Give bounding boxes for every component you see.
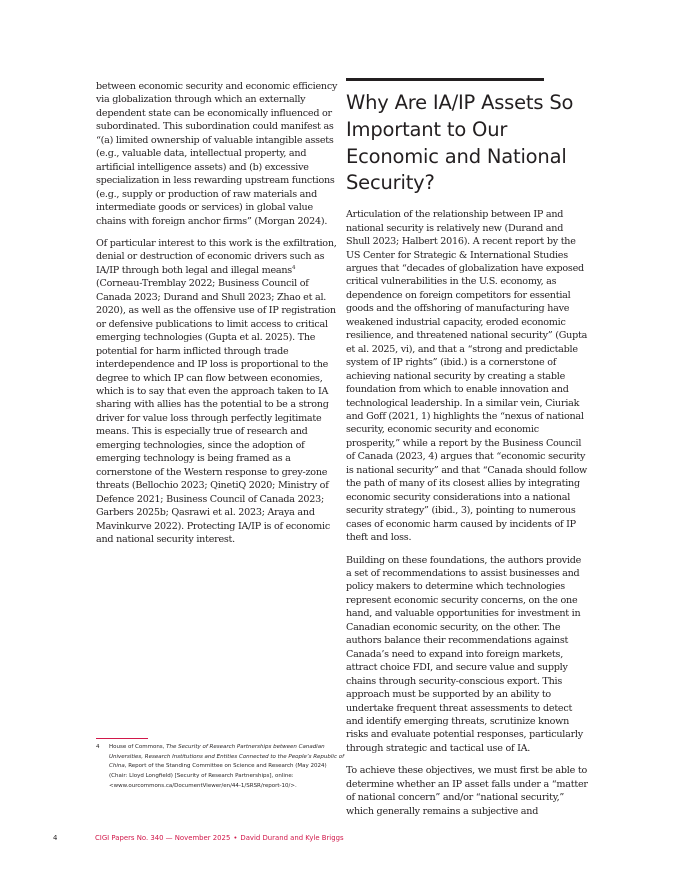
footer-authors: David Durand and Kyle Briggs (240, 834, 344, 842)
footnote-text-cont[interactable]: , Report of the Standing Committee on Science and Research (May 2024) (Chair: Lloyd Longfield) [Security of Research Partnerships], online: <www.ourcommons.ca/DocumentViewer/en/44-1/SRSR/report-10/>. (109, 763, 327, 789)
left-paragraph-2 (96, 237, 338, 546)
footer-citation (95, 832, 344, 844)
footer-separator: • (233, 834, 238, 842)
footnote-reference[interactable]: 4 (291, 264, 296, 271)
right-paragraph-3: To achieve these objectives, we must first be able to determine whether an IP asset falls under a “matter of national concern” and/or “national security,” which generally remains a subjective and (346, 765, 588, 817)
left-paragraph-1: between economic security and economic efficiency via globalization through which an externally dependent state can be economically influenced or subordinated. This subordination could manifest as “(a) limited ownership of valuable intangible assets (e.g., valuable data, intellectual property, and artificial intelligence assets) and (b) excessive specialization in less rewarding upstream functions (e.g., supply or production of raw materials and intermediate goods or services) in global value chains with foreign anchor firms” (Morgan 2024). (96, 81, 338, 227)
left-column (96, 80, 338, 555)
right-column (346, 78, 588, 827)
right-paragraph-1: Articulation of the relationship between IP and national security is relatively new (Durand and Shull 2023; Halbert 2016). A recent report by the US Center for Strategic & International Studies argues that “decades of globalization have exposed critical vulnerabilities in the U.S. economy, as dependence on foreign competitors for essential goods and the offshoring of manufacturing have weakened industrial capacity, eroded economic resilience, and threatened national security” (Gupta et al. 2025, vi), and that a “strong and predictable system of IP rights” (ibid.) is a cornerstone of achieving national security by creating a stable foundation from which to enable innovation and technological leadership. In a similar vein, Ciuriak and Goff (2021, 1) highlights the “nexus of national security, economic security and economic prosperity,” while a report by the Business Council of Canada (2023, 4) argues that “economic security is national security” and that “Canada should follow the path of many of its closest allies by integrating economic security considerations into a national security strategy” (ibid., 3), pointing to numerous cases of economic harm caused by incidents of IP theft and loss. (346, 209, 588, 544)
footnote-rule (96, 738, 148, 739)
footnote-body (109, 743, 346, 792)
left-paragraph-2-text: Of particular interest to this work is the exfiltration, denial or destruction of economic drivers such as IA/IP through both legal and illegal means (96, 237, 337, 276)
footnote-number: 4 (96, 744, 100, 750)
left-paragraph-2-text-cont: (Corneau-Tremblay 2022; Business Council of Canada 2023; Durand and Shull 2023; Zhao et al. 2020), as well as the offensive use of IP registration or defensive publications to limit access to critical emerging technologies (Gupta et al. 2025). The potential for harm inflicted through trade interdependence and IP loss is proportional to the degree to which IP can flow between economies, which is to say that even the approach taken to IA sharing with allies has the potential to be a strong driver for value loss through perfectly legitimate means. This is especially true of research and emerging technologies, since the adoption of emerging technology is being framed as a cornerstone of the Western response to grey-zone threats (Bellochio 2023; QinetiQ 2020; Ministry of Defence 2021; Business Council of Canada 2023; Garbers 2025b; Qasrawi et al. 2023; Araya and Mavinkurve 2022). Protecting IA/IP is of economic and national security interest. (96, 278, 336, 545)
footer-series: CIGI Papers No. 340 — November 2025 (95, 834, 231, 842)
footnote-title: The Security of Research Partnerships between Canadian Universities, Research Institutions and Entities Connected to the People’s Republic of China (109, 744, 345, 770)
section-heading: Why Are IA/IP Assets So Important to Our Economic and National Security? (346, 91, 574, 195)
page-number: 4 (53, 834, 58, 842)
footnote (96, 743, 346, 792)
heading-rule (346, 78, 544, 81)
page-footer (0, 832, 680, 844)
right-paragraph-2: Building on these foundations, the authors provide a set of recommendations to assist businesses and policy makers to determine which technologies represent economic security concerns, on the one hand, and valuable opportunities for investment in Canadian economic security, on the other. The authors balance their recommendations against Canada’s need to expand into foreign markets, attract choice FDI, and secure value and supply chains through security-conscious export. This approach must be supported by an ability to undertake frequent threat assessments to detect and identify emerging threats, scrutinize known risks and evaluate potential responses, particularly through strategic and tactical use of IA. (346, 554, 583, 754)
footnote-text: House of Commons, (109, 744, 167, 750)
